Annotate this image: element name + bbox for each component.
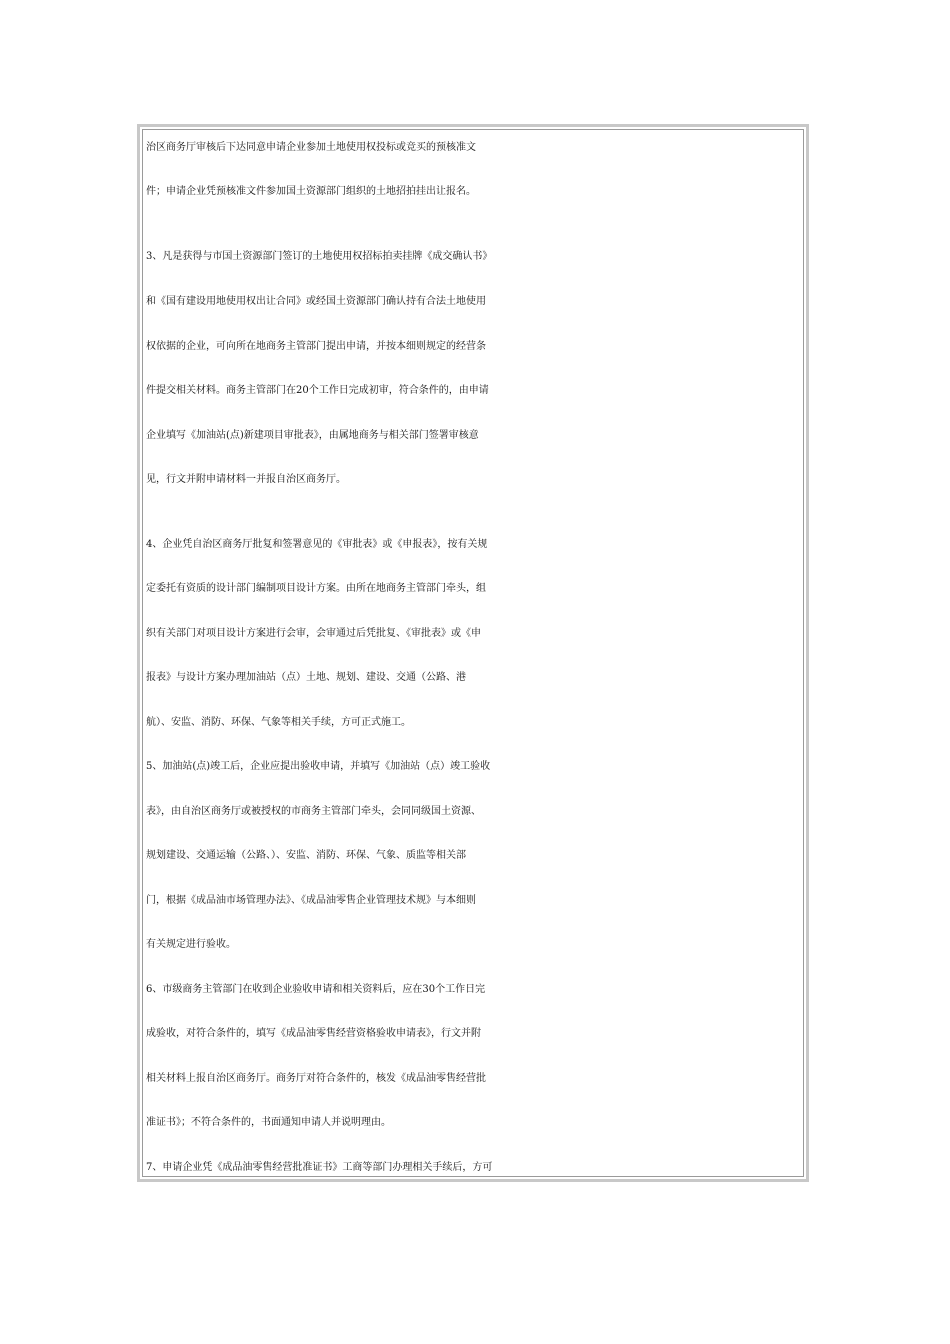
text-line: 7、申请企业凭《成品油零售经营批准证书》工商等部门办理相关手续后，方可 xyxy=(146,1162,493,1173)
text-line: 成验收，对符合条件的，填写《成品油零售经营资格验收申请表》，行文并附 xyxy=(146,1028,481,1039)
text-line: 表》，由自治区商务厅或被授权的市商务主管部门牵头，会同同级国土资源、 xyxy=(146,806,481,817)
text-line: 织有关部门对项目设计方案进行会审，会审通过后凭批复、《审批表》或《申 xyxy=(146,628,481,639)
text-line: 4、企业凭自治区商务厅批复和签署意见的《审批表》或《申报表》，按有关规 xyxy=(146,539,488,550)
text-line: 准证书》；不符合条件的，书面通知申请人并说明理由。 xyxy=(146,1117,391,1128)
document-frame xyxy=(137,124,809,1182)
text-line: 企业填写《加油站(点)新建项目审批表》，由属地商务与相关部门签署审核意 xyxy=(146,430,479,441)
text-line: 见，行文并附申请材料一并报自治区商务厅。 xyxy=(146,474,346,485)
text-line: 报表》与设计方案办理加油站（点）土地、规划、建设、交通（公路、港 xyxy=(146,672,466,683)
text-line: 门，根据《成品油市场管理办法》、《成品油零售企业管理技术规》与本细则 xyxy=(146,895,476,906)
text-line: 治区商务厅审核后下达同意申请企业参加土地使用权投标或竞买的预核准文 xyxy=(146,142,476,153)
text-line: 6、市级商务主管部门在收到企业验收申请和相关资料后，应在30个工作日完 xyxy=(146,984,486,995)
text-line: 有关规定进行验收。 xyxy=(146,939,236,950)
text-line: 5、加油站(点)竣工后，企业应提出验收申请，并填写《加油站（点）竣工验收 xyxy=(146,761,491,772)
text-line: 定委托有资质的设计部门编制项目设计方案。由所在地商务主管部门牵头，组 xyxy=(146,583,486,594)
text-line: 权依据的企业，可向所在地商务主管部门提出申请，并按本细则规定的经营条 xyxy=(146,341,486,352)
document-body xyxy=(142,129,804,1177)
text-line: 件；申请企业凭预核准文件参加国土资源部门组织的土地招拍挂出让报名。 xyxy=(146,186,476,197)
text-line: 件提交相关材料。商务主管部门在20个工作日完成初审，符合条件的，由申请 xyxy=(146,385,489,396)
text-line: 3、凡是获得与市国土资源部门签订的土地使用权招标拍卖挂牌《成交确认书》 xyxy=(146,251,493,262)
text-line: 和《国有建设用地使用权出让合同》或经国土资源部门确认持有合法土地使用 xyxy=(146,296,486,307)
text-line: 相关材料上报自治区商务厅。商务厅对符合条件的，核发《成品油零售经营批 xyxy=(146,1073,486,1084)
text-line: 航）、安监、消防、环保、气象等相关手续，方可正式施工。 xyxy=(146,717,411,728)
text-line: 规划建设、交通运输（公路、）、安监、消防、环保、气象、质监等相关部 xyxy=(146,850,466,861)
